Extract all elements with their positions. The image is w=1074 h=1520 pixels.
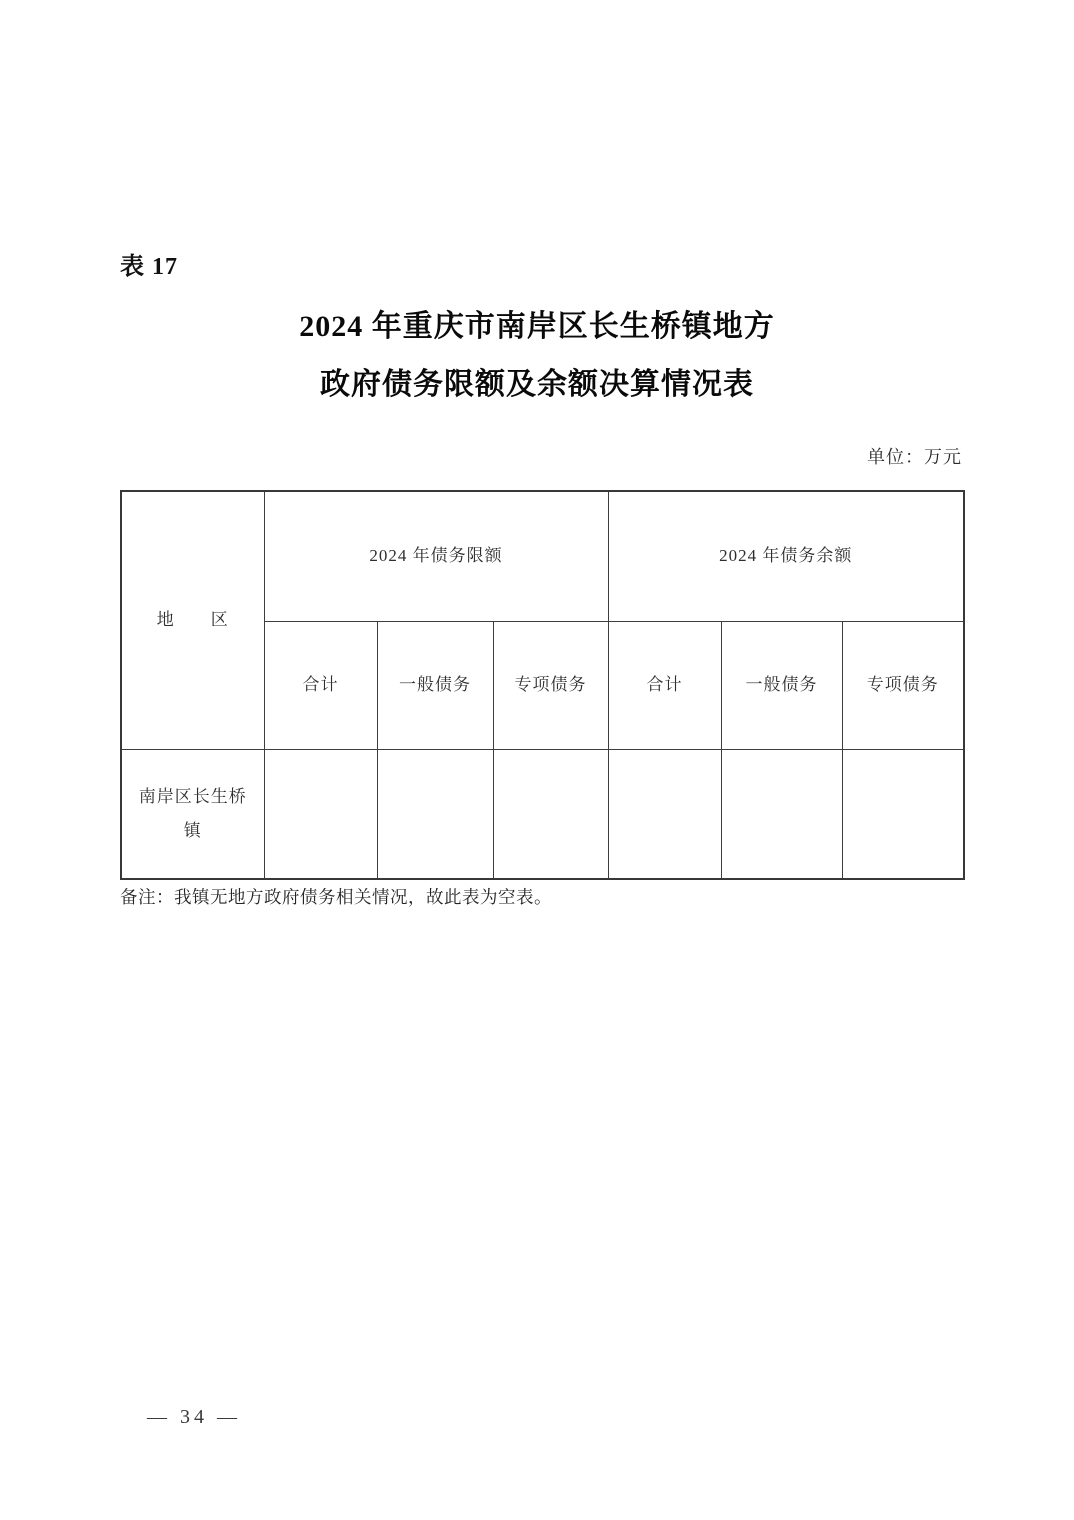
region-cell: 南岸区长生桥镇: [121, 749, 264, 879]
table-group-header-row: [121, 491, 964, 621]
value-cell-limit-total: [264, 749, 377, 879]
debt-limit-balance-table: [120, 490, 965, 880]
group-header-debt-limit: 2024 年债务限额: [264, 491, 608, 621]
document-title: [0, 298, 1074, 414]
value-cell-balance-total: [608, 749, 721, 879]
value-cell-balance-special: [842, 749, 964, 879]
document-title-line2: 政府债务限额及余额决算情况表: [320, 368, 754, 401]
group-header-debt-balance: 2024 年债务余额: [608, 491, 964, 621]
table-footnote: 备注：我镇无地方政府债务相关情况，故此表为空表。: [120, 887, 552, 907]
page-number: — 34 —: [147, 1406, 241, 1428]
subheader-balance-total: 合计: [608, 621, 721, 749]
table-number-label: 表 17: [120, 254, 178, 280]
region-column-header: 地 区: [121, 491, 264, 749]
document-title-line1: 2024 年重庆市南岸区长生桥镇地方: [299, 310, 775, 343]
value-cell-limit-special: [493, 749, 608, 879]
subheader-limit-total: 合计: [264, 621, 377, 749]
subheader-balance-general: 一般债务: [721, 621, 842, 749]
unit-label: 单位：万元: [867, 447, 962, 467]
value-cell-limit-general: [377, 749, 493, 879]
value-cell-balance-general: [721, 749, 842, 879]
subheader-limit-special: 专项债务: [493, 621, 608, 749]
table-row: [121, 749, 964, 879]
subheader-balance-special: 专项债务: [842, 621, 964, 749]
subheader-limit-general: 一般债务: [377, 621, 493, 749]
